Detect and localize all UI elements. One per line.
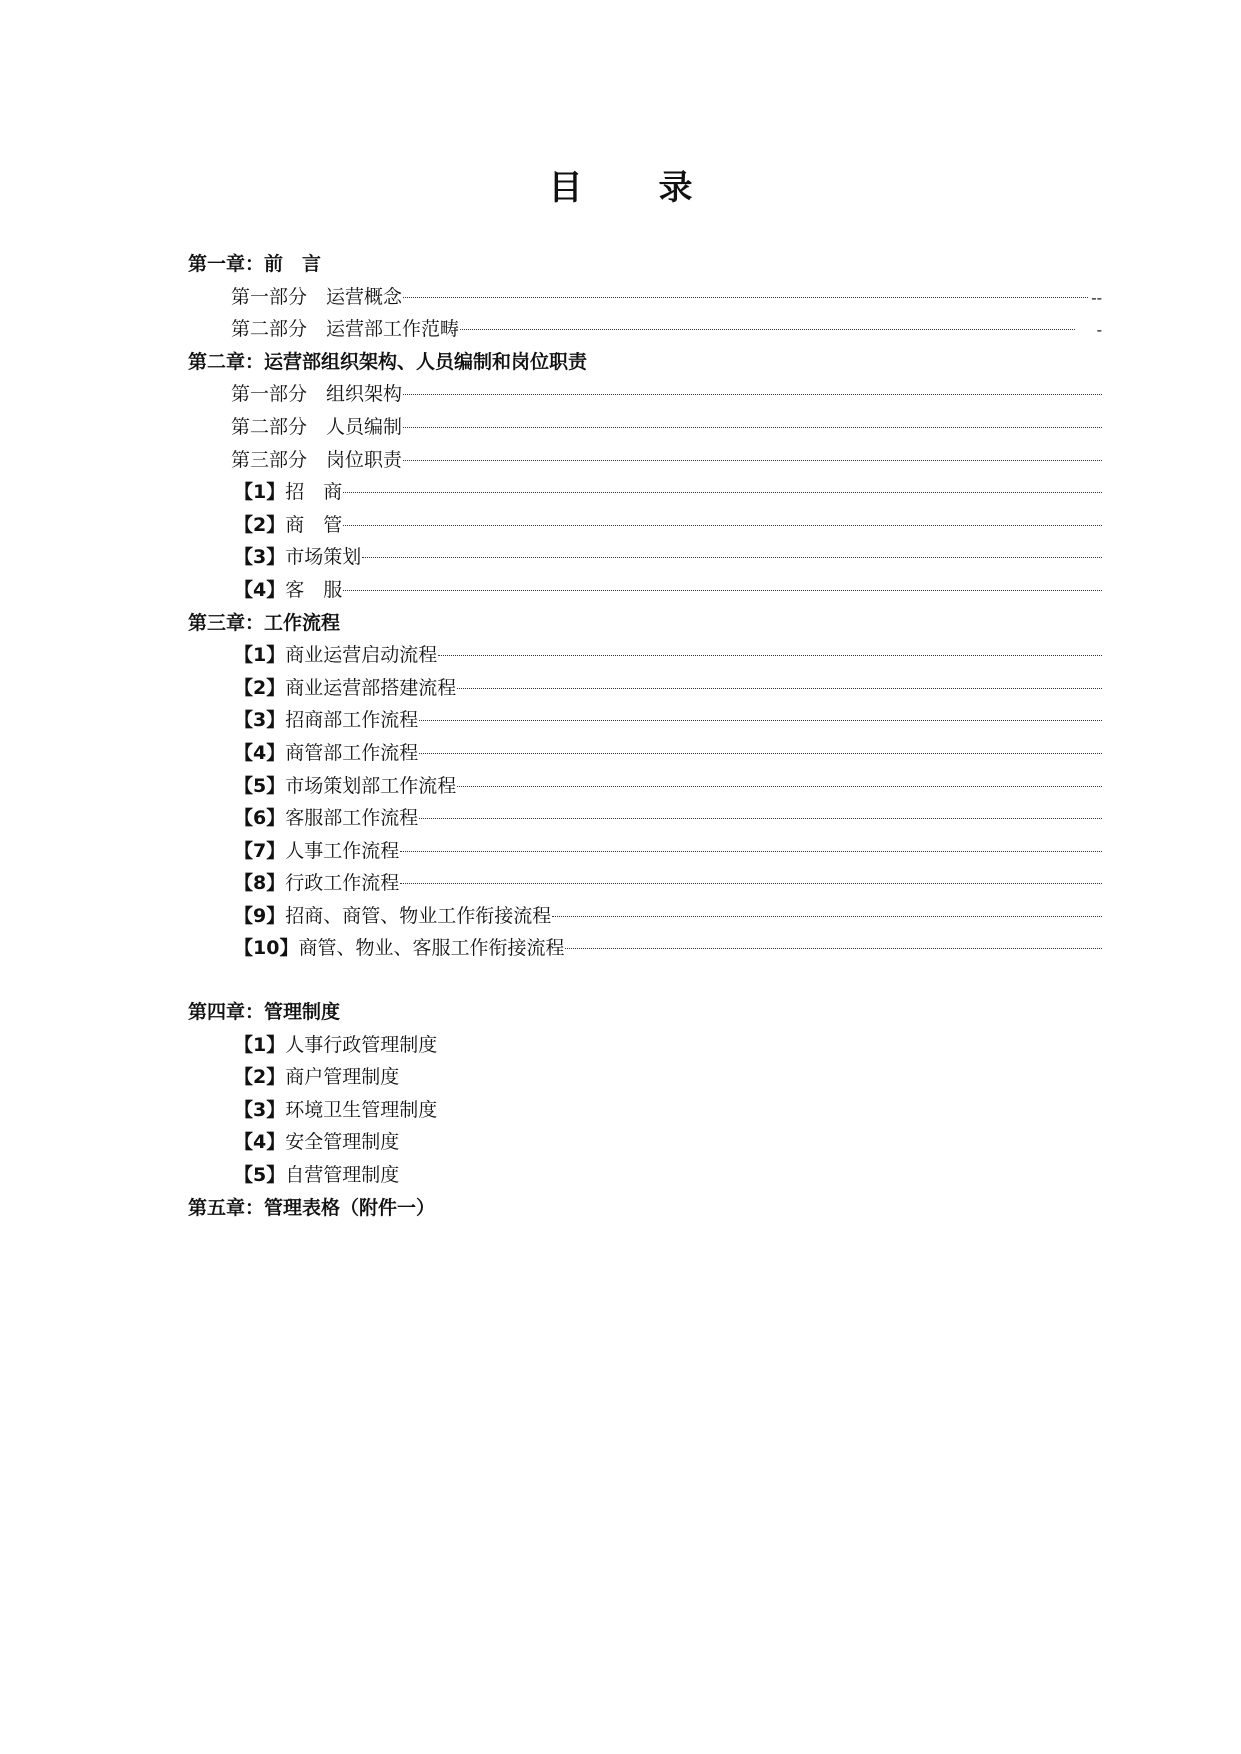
- title-char-1: 目: [548, 168, 583, 208]
- entry-label: 商 管: [285, 513, 343, 536]
- entry-label: 自营管理制度: [285, 1164, 400, 1187]
- entry-label: 商业运营启动流程: [285, 644, 438, 667]
- item-number: 【6】: [234, 807, 286, 830]
- chapter-2-heading[interactable]: 第二章：运营部组织架构、人员编制和岗位职责: [188, 350, 588, 373]
- toc-entry-ch2-item2[interactable]: [188, 509, 1102, 542]
- toc-entry-ch2-part1[interactable]: [188, 378, 1102, 411]
- item-number: 【5】: [234, 1164, 286, 1187]
- dot-leader: [457, 687, 1102, 689]
- toc-entry-ch3-item1[interactable]: [188, 639, 1102, 672]
- item-number: 【1】: [234, 1033, 286, 1056]
- dot-leader: [457, 785, 1102, 787]
- dot-leader: [565, 947, 1102, 949]
- toc-entry-ch3-item6[interactable]: [188, 802, 1102, 835]
- dot-leader: [362, 556, 1102, 558]
- item-number: 【4】: [234, 741, 286, 764]
- entry-label: 第三部分 岗位职责: [231, 448, 403, 471]
- entry-label: 行政工作流程: [285, 872, 400, 895]
- entry-label: 第二部分 运营部工作范畴: [231, 318, 460, 341]
- toc-entry-ch1-part2[interactable]: [188, 313, 1102, 346]
- dot-leader: [460, 328, 1075, 330]
- toc-entry-ch2-part2[interactable]: [188, 411, 1102, 444]
- dot-leader: [419, 817, 1102, 819]
- item-number: 【1】: [234, 481, 286, 504]
- toc-item-ch4-3[interactable]: [188, 1094, 1102, 1127]
- page-number: --: [1091, 287, 1102, 307]
- entry-label: 第一部分 运营概念: [231, 285, 403, 308]
- dot-leader: [552, 915, 1102, 917]
- dot-leader: [403, 393, 1102, 395]
- dot-leader: [343, 524, 1102, 526]
- entry-label: 安全管理制度: [285, 1131, 400, 1154]
- item-number: 【4】: [234, 578, 286, 601]
- page-title: [0, 160, 1241, 209]
- dot-leader: [419, 719, 1102, 721]
- page-number: -: [1096, 320, 1102, 340]
- entry-label: 商管部工作流程: [285, 741, 419, 764]
- item-number: 【7】: [234, 839, 286, 862]
- item-number: 【2】: [234, 513, 286, 536]
- dot-leader: [403, 459, 1102, 461]
- entry-label: 第一部分 组织架构: [231, 383, 403, 406]
- entry-label: 环境卫生管理制度: [285, 1098, 438, 1121]
- entry-label: 人事行政管理制度: [285, 1033, 438, 1056]
- dot-leader: [438, 654, 1102, 656]
- dot-leader: [403, 296, 1088, 298]
- item-number: 【1】: [234, 644, 286, 667]
- item-number: 【8】: [234, 872, 286, 895]
- toc-entry-ch3-item7[interactable]: [188, 835, 1102, 868]
- item-number: 【10】: [234, 937, 299, 960]
- toc-entry-ch3-item8[interactable]: [188, 867, 1102, 900]
- entry-label: 客 服: [285, 578, 343, 601]
- entry-label: 人事工作流程: [285, 839, 400, 862]
- item-number: 【2】: [234, 676, 286, 699]
- table-of-contents: [188, 248, 1102, 1224]
- entry-label: 客服部工作流程: [285, 807, 419, 830]
- item-number: 【4】: [234, 1131, 286, 1154]
- entry-label: 市场策划: [285, 546, 362, 569]
- item-number: 【3】: [234, 709, 286, 732]
- title-char-2: 录: [658, 168, 693, 208]
- item-number: 【2】: [234, 1066, 286, 1089]
- toc-entry-ch1-part1[interactable]: [188, 281, 1102, 314]
- dot-leader: [400, 850, 1102, 852]
- chapter-1-heading[interactable]: 第一章：前 言: [188, 253, 322, 275]
- toc-entry-ch2-item1[interactable]: [188, 476, 1102, 509]
- toc-item-ch4-2[interactable]: [188, 1061, 1102, 1094]
- dot-leader: [400, 882, 1102, 884]
- toc-item-ch4-1[interactable]: [188, 1029, 1102, 1062]
- toc-item-ch4-5[interactable]: [188, 1159, 1102, 1192]
- entry-label: 招商、商管、物业工作衔接流程: [285, 904, 552, 927]
- dot-leader: [343, 589, 1102, 591]
- toc-entry-ch3-item10[interactable]: [188, 932, 1102, 965]
- chapter-5-heading[interactable]: 第五章：管理表格（附件一）: [188, 1196, 436, 1219]
- entry-label: 商业运营部搭建流程: [285, 676, 457, 699]
- item-number: 【9】: [234, 904, 286, 927]
- toc-item-ch4-4[interactable]: [188, 1126, 1102, 1159]
- dot-leader: [403, 426, 1102, 428]
- toc-entry-ch3-item4[interactable]: [188, 737, 1102, 770]
- dot-leader: [419, 752, 1102, 754]
- dot-leader: [343, 491, 1102, 493]
- chapter-4-heading[interactable]: 第四章：管理制度: [188, 1001, 341, 1024]
- entry-label: 市场策划部工作流程: [285, 774, 457, 797]
- toc-entry-ch3-item5[interactable]: [188, 770, 1102, 803]
- toc-entry-ch3-item3[interactable]: [188, 704, 1102, 737]
- item-number: 【3】: [234, 1098, 286, 1121]
- toc-entry-ch3-item9[interactable]: [188, 900, 1102, 933]
- toc-entry-ch3-item2[interactable]: [188, 672, 1102, 705]
- toc-entry-ch2-item4[interactable]: [188, 574, 1102, 607]
- item-number: 【5】: [234, 774, 286, 797]
- item-number: 【3】: [234, 546, 286, 569]
- chapter-3-heading[interactable]: 第三章：工作流程: [188, 611, 341, 634]
- entry-label: 第二部分 人员编制: [231, 415, 403, 438]
- entry-label: 招商部工作流程: [285, 709, 419, 732]
- entry-label: 商管、物业、客服工作衔接流程: [298, 937, 565, 960]
- entry-label: 招 商: [285, 481, 343, 504]
- toc-entry-ch2-part3[interactable]: [188, 444, 1102, 477]
- toc-entry-ch2-item3[interactable]: [188, 541, 1102, 574]
- entry-label: 商户管理制度: [285, 1066, 400, 1089]
